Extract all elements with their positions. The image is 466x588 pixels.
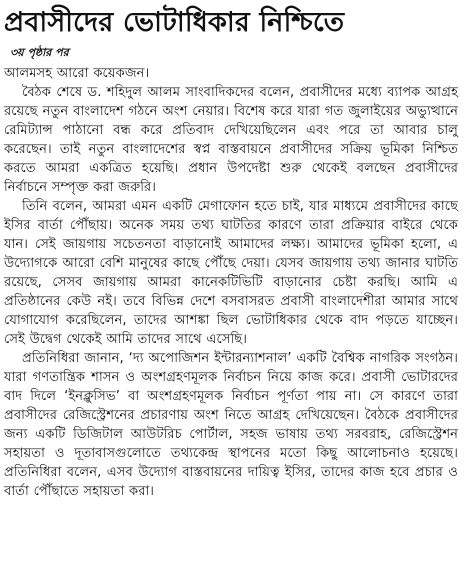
paragraph-4: প্রতিনিধিরা জানান, ‘দ্য অপোজিশন ইন্টারন্যাশনাল’ একটি বৈশ্বিক নাগরিক সংগঠন। যারা গণতান্ত্রিক শাসন ও অংশগ্রহণমূলক নির্বাচন নিয়ে কাজ করে। প্রবাসী ভোটারদের বাদ দিলে ‘ইনক্লুসিভ’ বা অংশগ্রহণমূলক নির্বাচন পূর্ণতা পায় না। সে কারণে তারা প্রবাসীদের রেজিস্ট্রেশনের প্রচারণায় অংশ নিতে আগ্রহ দেখিয়েছেন। বৈঠকে প্রবাসীদের জন্য একটি ডিজিটাল আউটরিচ পোর্টাল, সহজ ভাষায় তথ্য সরবরাহ, রেজিস্ট্রেশন সহায়তা ও দূতাবাসগুলোতে তথ্যকেন্দ্র স্থাপনের মতো কিছু আলোচনাও হয়েছে। প্রতিনিধিরা বলেন, এসব উদ্যোগ বাস্তবায়নের দায়িত্ব ইসির, তাদের কাজ হবে প্রচার ও বার্তা পৌঁছাতে সহায়তা করা। bbox=[4, 351, 458, 499]
continued-from-label: ৩য় পৃষ্ঠার পর bbox=[10, 46, 69, 59]
paragraph-3: তিনি বলেন, আমরা এমন একটি মেগাফোন হতে চাই, যার মাধ্যমে প্রবাসীদের কাছে ইসির বার্তা পৌঁছায়। অনেক সময় তথ্য ঘাটতির কারণে তারা প্রক্রিয়ার বাইরে থেকে যান। সেই জায়গায় সচেতনতা বাড়ানোই আমাদের লক্ষ্য। আমাদের ভূমিকা হলো, এ উদ্যোগকে আরো বেশি মানুষের কাছে পৌঁছে দেয়া। যেসব জায়গায় তথ্য জানার ঘাটতি রয়েছে, সেসব জায়গায় আমরা কানেকটিভিটি বাড়ানোর চেষ্টা করছি। আমি এ প্রতিষ্ঠানের কেউ নই। তবে বিভিন্ন দেশে বসবাসরত প্রবাসী বাংলাদেশীরা আমার সাথে যোগাযোগ করেছিলেন, তাদের আশঙ্কা ছিল ভোটাধিকার থেকে বাদ পড়তে যাচ্ছেন। সেই উদ্বেগ থেকেই আমি তাদের সাথে এসেছি। bbox=[4, 199, 458, 347]
paragraph-1: আলমসহ আরো কয়েকজন। bbox=[4, 66, 150, 81]
headline: প্রবাসীদের ভোটাধিকার নিশ্চিতে bbox=[4, 7, 345, 38]
paragraph-2: বৈঠক শেষে ড. শহিদুল আলম সাংবাদিকদের বলেন, প্রবাসীদের মধ্যে ব্যাপক আগ্রহ রয়েছে নতুন বাংলাদেশ গঠনে অংশ নেয়ার। বিশেষ করে যারা গত জুলাইয়ের অভ্যুত্থানে রেমিট্যান্স পাঠানো বন্ধ করে প্রতিবাদ দেখিয়েছিলেন এবং পরে তা আবার চালু করেছেন। তাই নতুন বাংলাদেশের স্বপ্ন বাস্তবায়নে প্রবাসীদের সক্রিয় ভূমিকা নিশ্চিত করতে আমরা একত্রিত হয়েছি। প্রধান উপদেষ্টা শুরু থেকেই বলছেন প্রবাসীদের নির্বাচনে সম্পৃক্ত করা জরুরি। bbox=[4, 85, 458, 195]
